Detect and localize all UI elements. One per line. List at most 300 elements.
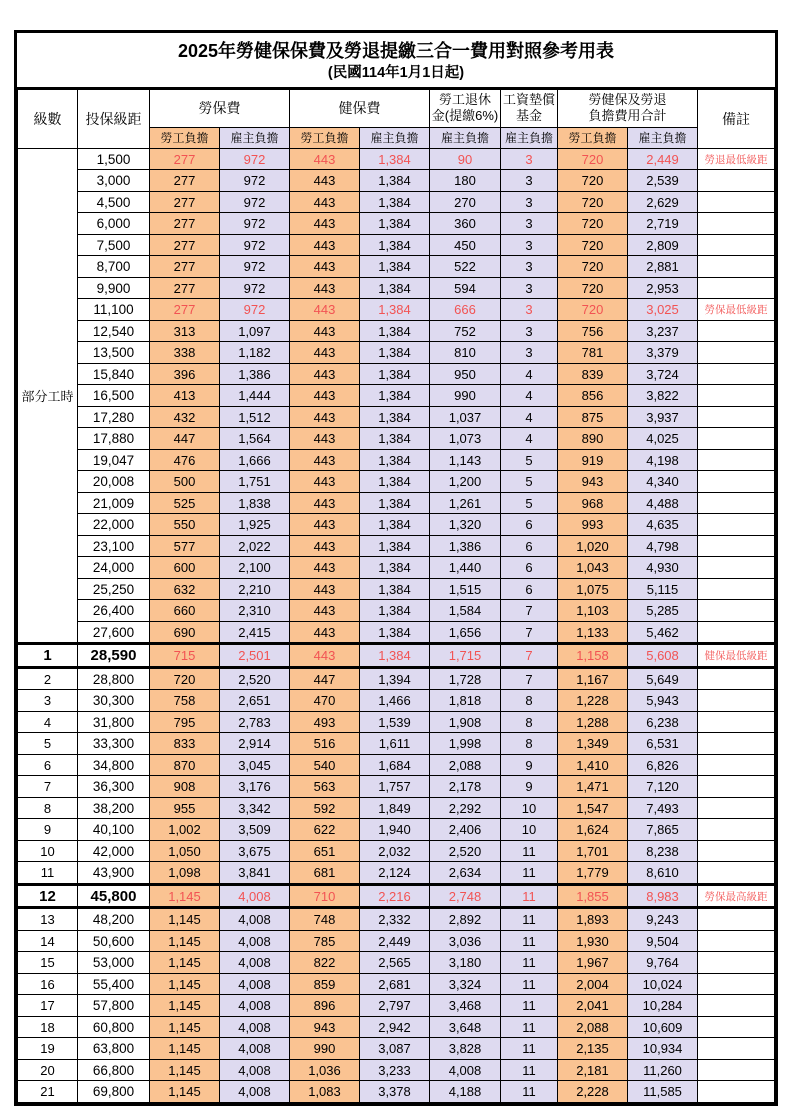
wage-fund-employer-cell: 6: [501, 578, 558, 600]
table-row: [18, 819, 775, 841]
health-employer-cell: 1,394: [360, 667, 430, 690]
bracket-cell: 57,800: [78, 995, 150, 1017]
pension-employer-cell: 1,818: [430, 690, 501, 712]
remark-cell: 勞退最低級距: [698, 148, 775, 170]
wage-fund-employer-cell: 3: [501, 213, 558, 235]
table-row: [18, 256, 775, 278]
remark-cell: [698, 514, 775, 536]
remark-cell: [698, 908, 775, 931]
wage-fund-employer-cell: 3: [501, 170, 558, 192]
remark-cell: [698, 320, 775, 342]
total-worker-cell: 1,103: [558, 600, 628, 622]
total-worker-cell: 1,158: [558, 644, 628, 668]
pension-employer-cell: 666: [430, 299, 501, 321]
bracket-cell: 21,009: [78, 492, 150, 514]
labor-worker-cell: 600: [150, 557, 220, 579]
total-worker-cell: 2,088: [558, 1016, 628, 1038]
level-cell: 12: [18, 884, 78, 908]
health-worker-cell: 447: [290, 667, 360, 690]
pension-employer-cell: 4,188: [430, 1081, 501, 1103]
total-employer-cell: 10,609: [628, 1016, 698, 1038]
wage-fund-employer-cell: 7: [501, 667, 558, 690]
labor-worker-cell: 758: [150, 690, 220, 712]
wage-fund-employer-cell: 5: [501, 471, 558, 493]
bracket-cell: 7,500: [78, 234, 150, 256]
bracket-cell: 38,200: [78, 797, 150, 819]
health-employer-cell: 1,384: [360, 234, 430, 256]
table-row: [18, 797, 775, 819]
level-cell: 8: [18, 797, 78, 819]
header-remark: 備註: [698, 89, 775, 148]
health-worker-cell: 443: [290, 621, 360, 644]
table-row: [18, 840, 775, 862]
table-row: [18, 191, 775, 213]
table-row: [18, 148, 775, 170]
remark-cell: [698, 711, 775, 733]
subheader-health-employer: 雇主負擔: [360, 127, 430, 148]
labor-employer-cell: 1,444: [220, 385, 290, 407]
table-title-block: [17, 33, 775, 89]
bracket-cell: 11,100: [78, 299, 150, 321]
health-worker-cell: 785: [290, 930, 360, 952]
bracket-cell: 26,400: [78, 600, 150, 622]
labor-worker-cell: 577: [150, 535, 220, 557]
health-worker-cell: 540: [290, 754, 360, 776]
bracket-cell: 55,400: [78, 973, 150, 995]
table-row: [18, 1081, 775, 1103]
remark-cell: [698, 690, 775, 712]
health-employer-cell: 1,384: [360, 170, 430, 192]
table-row: [18, 234, 775, 256]
wage-fund-employer-cell: 4: [501, 363, 558, 385]
bracket-cell: 6,000: [78, 213, 150, 235]
remark-cell: [698, 234, 775, 256]
total-employer-cell: 10,024: [628, 973, 698, 995]
bracket-cell: 17,280: [78, 406, 150, 428]
wage-fund-employer-cell: 3: [501, 191, 558, 213]
wage-fund-employer-cell: 11: [501, 995, 558, 1017]
table-row: [18, 644, 775, 668]
bracket-cell: 27,600: [78, 621, 150, 644]
labor-worker-cell: 277: [150, 277, 220, 299]
pension-employer-cell: 1,440: [430, 557, 501, 579]
total-employer-cell: 10,284: [628, 995, 698, 1017]
labor-employer-cell: 972: [220, 234, 290, 256]
labor-employer-cell: 2,783: [220, 711, 290, 733]
total-worker-cell: 1,020: [558, 535, 628, 557]
labor-employer-cell: 4,008: [220, 908, 290, 931]
labor-employer-cell: 3,176: [220, 776, 290, 798]
labor-employer-cell: 4,008: [220, 952, 290, 974]
wage-fund-employer-cell: 6: [501, 535, 558, 557]
wage-fund-employer-cell: 3: [501, 234, 558, 256]
level-cell: 11: [18, 862, 78, 885]
total-employer-cell: 4,635: [628, 514, 698, 536]
remark-cell: [698, 213, 775, 235]
level-cell: 10: [18, 840, 78, 862]
labor-employer-cell: 1,512: [220, 406, 290, 428]
total-worker-cell: 1,471: [558, 776, 628, 798]
table-row: [18, 1038, 775, 1060]
health-worker-cell: 443: [290, 406, 360, 428]
remark-cell: [698, 191, 775, 213]
subheader-wage-fund-employer: 雇主負擔: [501, 127, 558, 148]
wage-fund-employer-cell: 7: [501, 621, 558, 644]
labor-employer-cell: 2,100: [220, 557, 290, 579]
level-cell: 18: [18, 1016, 78, 1038]
health-worker-cell: 516: [290, 733, 360, 755]
health-employer-cell: 1,384: [360, 471, 430, 493]
table-row: [18, 776, 775, 798]
wage-fund-employer-cell: 11: [501, 930, 558, 952]
table-row: [18, 277, 775, 299]
pension-employer-cell: 450: [430, 234, 501, 256]
table-subtitle: (民國114年1月1日起): [327, 65, 465, 82]
health-worker-cell: 651: [290, 840, 360, 862]
table-row: [18, 170, 775, 192]
health-employer-cell: 1,384: [360, 557, 430, 579]
pension-employer-cell: 2,748: [430, 884, 501, 908]
health-employer-cell: 2,449: [360, 930, 430, 952]
health-worker-cell: 943: [290, 1016, 360, 1038]
table-row: [18, 299, 775, 321]
total-worker-cell: 890: [558, 428, 628, 450]
pension-employer-cell: 810: [430, 342, 501, 364]
bracket-cell: 34,800: [78, 754, 150, 776]
labor-worker-cell: 1,098: [150, 862, 220, 885]
health-worker-cell: 443: [290, 213, 360, 235]
wage-fund-employer-cell: 4: [501, 428, 558, 450]
total-employer-cell: 6,238: [628, 711, 698, 733]
health-worker-cell: 443: [290, 342, 360, 364]
total-employer-cell: 2,539: [628, 170, 698, 192]
bracket-cell: 28,800: [78, 667, 150, 690]
wage-fund-employer-cell: 10: [501, 819, 558, 841]
labor-employer-cell: 4,008: [220, 1081, 290, 1103]
table-row: [18, 973, 775, 995]
wage-fund-employer-cell: 3: [501, 299, 558, 321]
pension-employer-cell: 1,320: [430, 514, 501, 536]
pension-employer-cell: 2,634: [430, 862, 501, 885]
labor-employer-cell: 3,342: [220, 797, 290, 819]
total-worker-cell: 2,041: [558, 995, 628, 1017]
table-row: [18, 754, 775, 776]
header-health-insurance: 健保費: [290, 89, 430, 127]
wage-fund-employer-cell: 5: [501, 492, 558, 514]
labor-employer-cell: 3,045: [220, 754, 290, 776]
total-worker-cell: 1,701: [558, 840, 628, 862]
health-worker-cell: 443: [290, 170, 360, 192]
table-row: [18, 428, 775, 450]
health-worker-cell: 493: [290, 711, 360, 733]
bracket-cell: 4,500: [78, 191, 150, 213]
pension-employer-cell: 1,715: [430, 644, 501, 668]
bracket-cell: 63,800: [78, 1038, 150, 1060]
health-worker-cell: 443: [290, 234, 360, 256]
contribution-table: [17, 89, 775, 1103]
labor-worker-cell: 277: [150, 148, 220, 170]
bracket-cell: 3,000: [78, 170, 150, 192]
health-employer-cell: 1,384: [360, 406, 430, 428]
total-employer-cell: 9,764: [628, 952, 698, 974]
labor-employer-cell: 2,415: [220, 621, 290, 644]
health-employer-cell: 2,565: [360, 952, 430, 974]
labor-worker-cell: 1,002: [150, 819, 220, 841]
total-worker-cell: 720: [558, 148, 628, 170]
health-employer-cell: 1,539: [360, 711, 430, 733]
wage-fund-employer-cell: 11: [501, 1059, 558, 1081]
total-worker-cell: 1,779: [558, 862, 628, 885]
total-employer-cell: 4,025: [628, 428, 698, 450]
bracket-cell: 36,300: [78, 776, 150, 798]
total-worker-cell: 1,075: [558, 578, 628, 600]
remark-cell: [698, 952, 775, 974]
bracket-cell: 66,800: [78, 1059, 150, 1081]
total-employer-cell: 5,649: [628, 667, 698, 690]
level-cell: 2: [18, 667, 78, 690]
labor-worker-cell: 690: [150, 621, 220, 644]
total-employer-cell: 2,953: [628, 277, 698, 299]
level-group-part-time: 部分工時: [18, 148, 78, 644]
labor-employer-cell: 972: [220, 191, 290, 213]
health-employer-cell: 1,757: [360, 776, 430, 798]
bracket-cell: 8,700: [78, 256, 150, 278]
remark-cell: [698, 862, 775, 885]
total-employer-cell: 3,937: [628, 406, 698, 428]
labor-worker-cell: 413: [150, 385, 220, 407]
pension-employer-cell: 752: [430, 320, 501, 342]
pension-employer-cell: 3,324: [430, 973, 501, 995]
total-employer-cell: 4,798: [628, 535, 698, 557]
total-employer-cell: 5,943: [628, 690, 698, 712]
remark-cell: [698, 819, 775, 841]
health-employer-cell: 1,384: [360, 492, 430, 514]
bracket-cell: 17,880: [78, 428, 150, 450]
bracket-cell: 28,590: [78, 644, 150, 668]
total-worker-cell: 720: [558, 234, 628, 256]
total-employer-cell: 4,930: [628, 557, 698, 579]
table-row: [18, 884, 775, 908]
header-total: 勞健保及勞退 負擔費用合計: [558, 89, 698, 127]
remark-cell: 健保最低級距: [698, 644, 775, 668]
labor-worker-cell: 660: [150, 600, 220, 622]
bracket-cell: 31,800: [78, 711, 150, 733]
health-worker-cell: 443: [290, 256, 360, 278]
table-row: [18, 514, 775, 536]
total-employer-cell: 5,608: [628, 644, 698, 668]
health-employer-cell: 1,384: [360, 600, 430, 622]
level-cell: 21: [18, 1081, 78, 1103]
pension-employer-cell: 950: [430, 363, 501, 385]
labor-worker-cell: 955: [150, 797, 220, 819]
labor-employer-cell: 972: [220, 299, 290, 321]
health-worker-cell: 443: [290, 363, 360, 385]
header-row-main: [18, 89, 775, 127]
health-employer-cell: 1,384: [360, 535, 430, 557]
pension-employer-cell: 1,200: [430, 471, 501, 493]
labor-worker-cell: 1,145: [150, 1059, 220, 1081]
health-employer-cell: 1,384: [360, 148, 430, 170]
health-worker-cell: 443: [290, 644, 360, 668]
labor-employer-cell: 972: [220, 256, 290, 278]
labor-worker-cell: 1,145: [150, 908, 220, 931]
labor-worker-cell: 1,145: [150, 930, 220, 952]
labor-worker-cell: 338: [150, 342, 220, 364]
total-worker-cell: 1,228: [558, 690, 628, 712]
header-labor-insurance: 勞保費: [150, 89, 290, 127]
wage-fund-employer-cell: 3: [501, 342, 558, 364]
bracket-cell: 13,500: [78, 342, 150, 364]
labor-employer-cell: 972: [220, 148, 290, 170]
wage-fund-employer-cell: 9: [501, 754, 558, 776]
labor-worker-cell: 313: [150, 320, 220, 342]
remark-cell: [698, 1016, 775, 1038]
wage-fund-employer-cell: 11: [501, 840, 558, 862]
table-row: [18, 621, 775, 644]
level-cell: 16: [18, 973, 78, 995]
table-row: [18, 711, 775, 733]
health-employer-cell: 3,378: [360, 1081, 430, 1103]
wage-fund-employer-cell: 8: [501, 733, 558, 755]
table-row: [18, 862, 775, 885]
total-worker-cell: 1,167: [558, 667, 628, 690]
total-worker-cell: 720: [558, 170, 628, 192]
labor-worker-cell: 715: [150, 644, 220, 668]
pension-employer-cell: 2,178: [430, 776, 501, 798]
health-worker-cell: 443: [290, 148, 360, 170]
health-employer-cell: 3,087: [360, 1038, 430, 1060]
health-employer-cell: 1,384: [360, 449, 430, 471]
table-title: 2025年勞健保保費及勞退提繳三合一費用對照參考用表: [177, 41, 615, 61]
remark-cell: 勞保最低級距: [698, 299, 775, 321]
health-employer-cell: 1,940: [360, 819, 430, 841]
labor-employer-cell: 1,386: [220, 363, 290, 385]
total-worker-cell: 720: [558, 256, 628, 278]
health-employer-cell: 1,384: [360, 514, 430, 536]
labor-worker-cell: 1,145: [150, 1081, 220, 1103]
remark-cell: [698, 170, 775, 192]
bracket-cell: 33,300: [78, 733, 150, 755]
labor-employer-cell: 1,097: [220, 320, 290, 342]
labor-worker-cell: 908: [150, 776, 220, 798]
labor-worker-cell: 277: [150, 256, 220, 278]
labor-employer-cell: 972: [220, 170, 290, 192]
bracket-cell: 42,000: [78, 840, 150, 862]
labor-employer-cell: 1,925: [220, 514, 290, 536]
total-worker-cell: 2,228: [558, 1081, 628, 1103]
remark-cell: [698, 385, 775, 407]
pension-employer-cell: 1,037: [430, 406, 501, 428]
header-bracket: 投保級距: [78, 89, 150, 148]
labor-worker-cell: 632: [150, 578, 220, 600]
wage-fund-employer-cell: 4: [501, 406, 558, 428]
wage-fund-employer-cell: 11: [501, 952, 558, 974]
labor-worker-cell: 720: [150, 667, 220, 690]
wage-fund-employer-cell: 5: [501, 449, 558, 471]
subheader-labor-worker: 勞工負擔: [150, 127, 220, 148]
health-employer-cell: 1,466: [360, 690, 430, 712]
health-worker-cell: 443: [290, 535, 360, 557]
labor-employer-cell: 4,008: [220, 995, 290, 1017]
table-row: [18, 667, 775, 690]
table-row: [18, 320, 775, 342]
wage-fund-employer-cell: 8: [501, 711, 558, 733]
labor-employer-cell: 4,008: [220, 1038, 290, 1060]
pension-employer-cell: 360: [430, 213, 501, 235]
wage-fund-employer-cell: 11: [501, 908, 558, 931]
bracket-cell: 1,500: [78, 148, 150, 170]
total-worker-cell: 993: [558, 514, 628, 536]
health-employer-cell: 1,384: [360, 578, 430, 600]
labor-employer-cell: 2,210: [220, 578, 290, 600]
health-worker-cell: 443: [290, 492, 360, 514]
health-employer-cell: 2,332: [360, 908, 430, 931]
health-worker-cell: 896: [290, 995, 360, 1017]
wage-fund-employer-cell: 3: [501, 148, 558, 170]
pension-employer-cell: 2,292: [430, 797, 501, 819]
health-worker-cell: 859: [290, 973, 360, 995]
bracket-cell: 15,840: [78, 363, 150, 385]
remark-cell: [698, 667, 775, 690]
labor-employer-cell: 972: [220, 277, 290, 299]
bracket-cell: 50,600: [78, 930, 150, 952]
wage-fund-employer-cell: 3: [501, 320, 558, 342]
remark-cell: [698, 406, 775, 428]
bracket-cell: 53,000: [78, 952, 150, 974]
labor-worker-cell: 1,145: [150, 973, 220, 995]
reference-table-frame: [14, 30, 778, 1106]
total-employer-cell: 4,488: [628, 492, 698, 514]
labor-worker-cell: 1,050: [150, 840, 220, 862]
health-employer-cell: 1,849: [360, 797, 430, 819]
pension-employer-cell: 1,998: [430, 733, 501, 755]
table-row: [18, 363, 775, 385]
health-employer-cell: 1,384: [360, 644, 430, 668]
level-cell: 9: [18, 819, 78, 841]
pension-employer-cell: 990: [430, 385, 501, 407]
total-worker-cell: 968: [558, 492, 628, 514]
labor-worker-cell: 550: [150, 514, 220, 536]
health-employer-cell: 1,384: [360, 621, 430, 644]
total-employer-cell: 3,724: [628, 363, 698, 385]
bracket-cell: 60,800: [78, 1016, 150, 1038]
health-worker-cell: 443: [290, 428, 360, 450]
total-employer-cell: 7,120: [628, 776, 698, 798]
total-worker-cell: 1,288: [558, 711, 628, 733]
remark-cell: [698, 492, 775, 514]
table-row: [18, 690, 775, 712]
total-worker-cell: 720: [558, 191, 628, 213]
labor-employer-cell: 2,914: [220, 733, 290, 755]
total-employer-cell: 5,115: [628, 578, 698, 600]
total-employer-cell: 4,340: [628, 471, 698, 493]
labor-employer-cell: 2,501: [220, 644, 290, 668]
labor-employer-cell: 4,008: [220, 973, 290, 995]
remark-cell: [698, 578, 775, 600]
labor-employer-cell: 3,841: [220, 862, 290, 885]
health-employer-cell: 2,124: [360, 862, 430, 885]
labor-worker-cell: 500: [150, 471, 220, 493]
labor-employer-cell: 972: [220, 213, 290, 235]
health-worker-cell: 563: [290, 776, 360, 798]
total-worker-cell: 1,967: [558, 952, 628, 974]
table-row: [18, 557, 775, 579]
health-worker-cell: 681: [290, 862, 360, 885]
pension-employer-cell: 1,073: [430, 428, 501, 450]
remark-cell: [698, 754, 775, 776]
remark-cell: [698, 995, 775, 1017]
health-employer-cell: 1,384: [360, 191, 430, 213]
